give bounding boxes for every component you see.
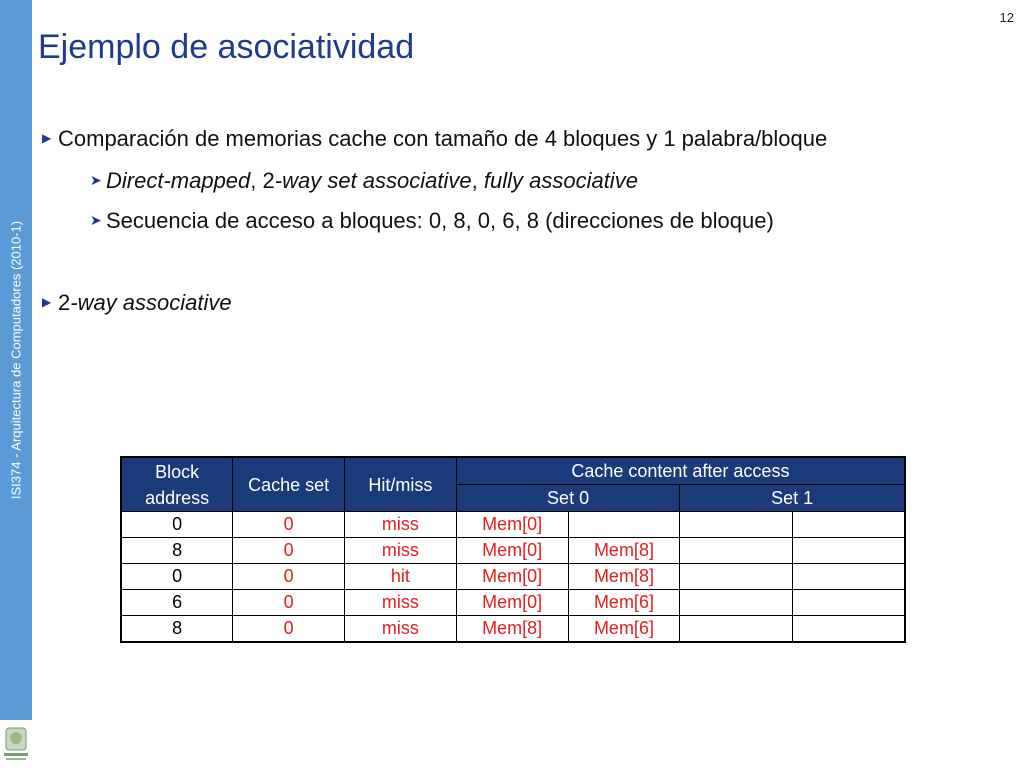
cell-result: miss [345,538,457,564]
cell-content [792,512,905,538]
cell-block: 8 [121,616,233,643]
cell-set: 0 [233,564,345,590]
bullet-comparison: ▶ Comparación de memorias cache con tamaño de 4 bloques y 1 palabra/bloque [42,126,828,151]
cell-content: Mem[8] [456,616,568,643]
cell-content: Mem[6] [568,590,680,616]
header-block-address: Block address [121,457,233,512]
cell-content [792,616,905,643]
cell-content [680,590,793,616]
cell-block: 6 [121,590,233,616]
cell-content [680,512,793,538]
sidebar-course-label: ISI374 - Arquitectura de Computadores (2010-1) [8,220,24,500]
sub-bullet-cache-types: ➤ Direct-mapped, 2-way set associative, fully associative [90,168,638,193]
cell-set: 0 [233,590,345,616]
cell-content: Mem[0] [456,538,568,564]
slide-title: Ejemplo de asociatividad [38,28,415,66]
cell-block: 0 [121,512,233,538]
cell-content [792,590,905,616]
cell-block: 0 [121,564,233,590]
fully-associative-text: fully associative [483,168,638,193]
cell-result: miss [345,590,457,616]
header-set-1: Set 1 [680,485,905,512]
cell-content: Mem[0] [456,590,568,616]
cell-set: 0 [233,538,345,564]
cell-set: 0 [233,616,345,643]
cell-result: hit [345,564,457,590]
university-logo-icon [2,726,30,764]
table-row [121,616,905,643]
cell-content: Mem[8] [568,538,680,564]
sub-bullet-arrow-icon: ➤ [90,211,102,228]
cell-content [680,538,793,564]
header-cache-set: Cache set [233,457,345,512]
direct-mapped-text: Direct-mapped [106,168,251,193]
header-cache-content: Cache content after access [456,457,905,485]
two-way-text: -way set associative [274,168,472,193]
cell-content: Mem[8] [568,564,680,590]
cell-block: 8 [121,538,233,564]
header-set-0: Set 0 [456,485,680,512]
cell-content [680,616,793,643]
header-hit-miss: Hit/miss [345,457,457,512]
sub-bullet-arrow-icon: ➤ [90,171,102,188]
page-number: 12 [999,10,1014,25]
sidebar [0,0,32,720]
cell-result: miss [345,512,457,538]
cell-content [792,538,905,564]
table-row [121,590,905,616]
cell-content [680,564,793,590]
cell-content: Mem[6] [568,616,680,643]
table-row [121,564,905,590]
cell-result: miss [345,616,457,643]
cell-set: 0 [233,512,345,538]
bullet-triangle-icon: ▶ [42,295,52,310]
cell-content: Mem[0] [456,564,568,590]
cell-content: Mem[0] [456,512,568,538]
sub-bullet-access-sequence: ➤ Secuencia de acceso a bloques: 0, 8, 0, 6, 8 (direcciones de bloque) [90,208,774,233]
cell-content [792,564,905,590]
cache-table [120,456,906,643]
cell-content [568,512,680,538]
bullet-triangle-icon: ▶ [42,131,52,146]
bullet-two-way: ▶ 2-way associative [42,290,232,315]
table-row [121,538,905,564]
table-row [121,512,905,538]
